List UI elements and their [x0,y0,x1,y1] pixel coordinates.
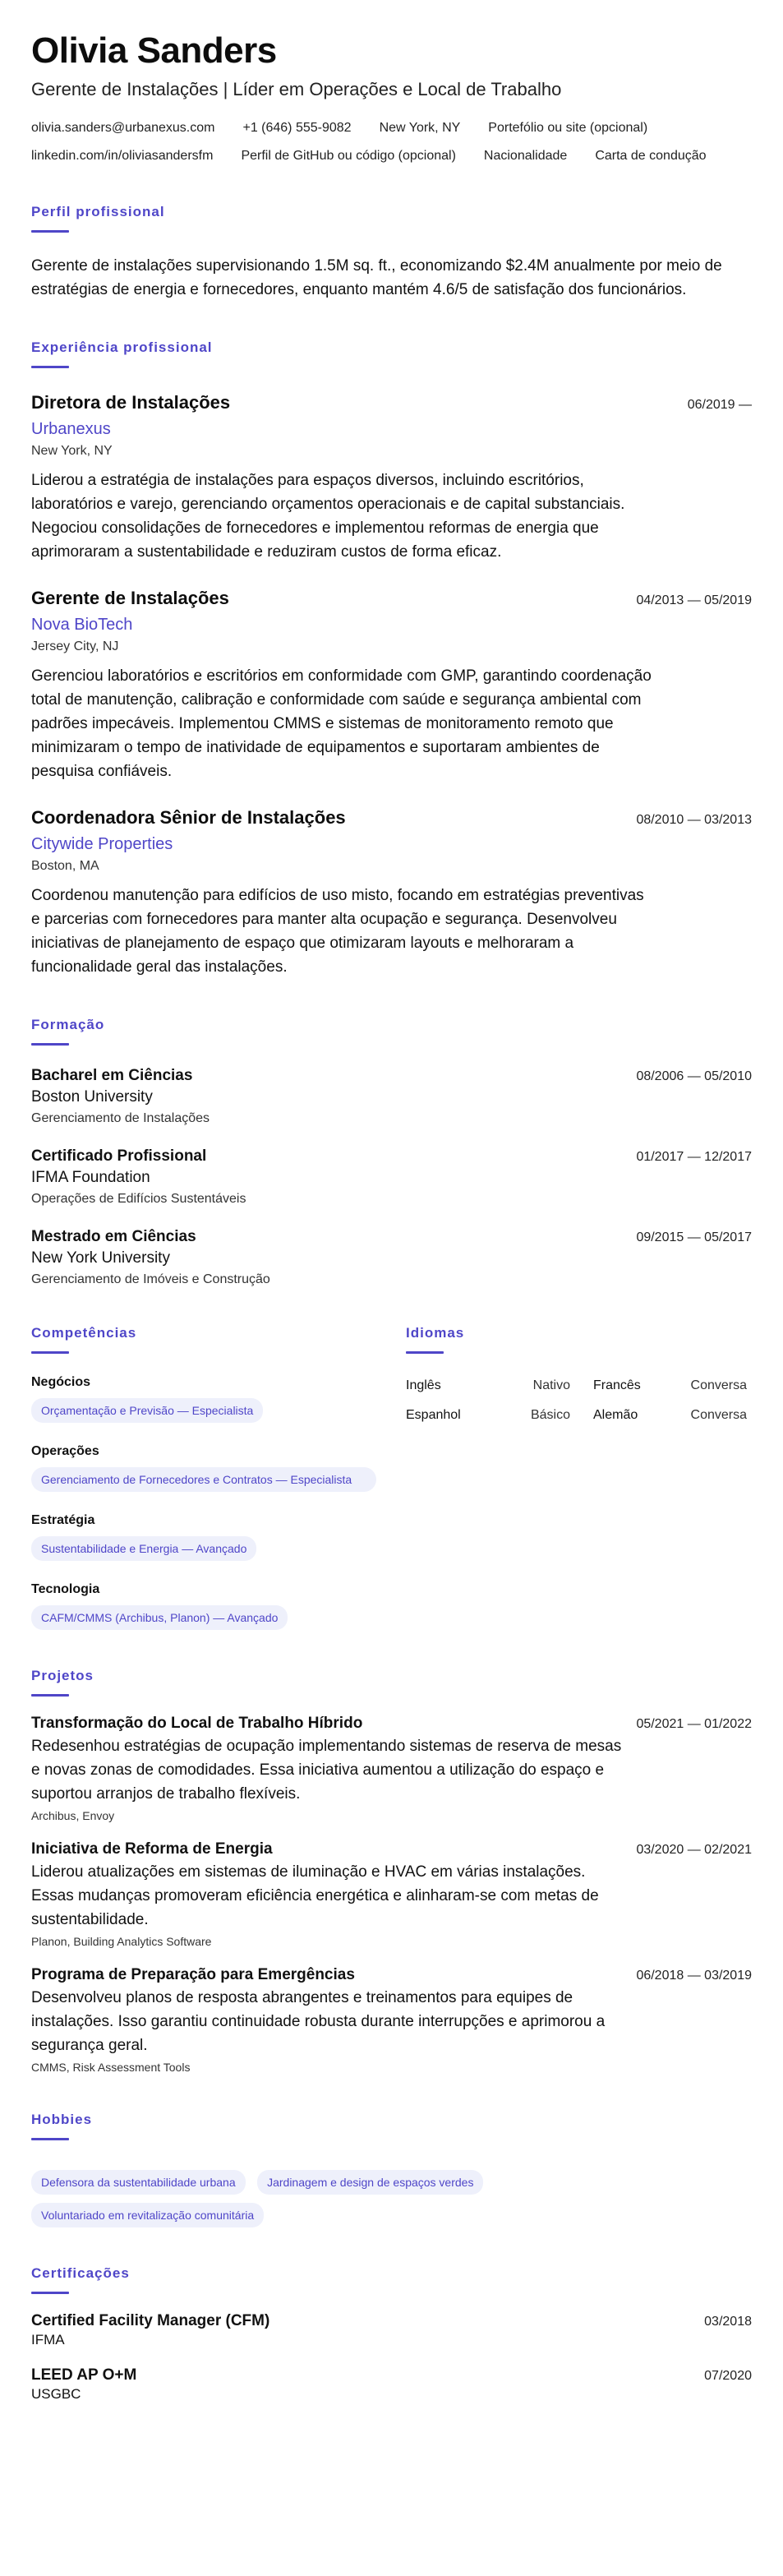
certification-issuer: USGBC [31,2386,81,2402]
education-degree: Mestrado em Ciências [31,1228,196,1245]
hobby-pill: Voluntariado em revitalização comunitária [31,2203,264,2227]
section-title: Projetos [31,1668,94,1683]
education-school: New York University [31,1249,170,1267]
section-title: Competências [31,1325,137,1341]
job-entry [31,391,752,564]
certification-name: Certified Facility Manager (CFM) [31,2312,270,2329]
language-level: Conversa [690,1378,747,1392]
contact-driving-license: Carta de condução [595,149,707,163]
skill-category: Estratégia [31,1513,95,1527]
project-title: Programa de Preparação para Emergências [31,1966,355,1983]
certifications-section [31,2265,752,2403]
hobbies-section [31,2112,752,2227]
languages-list [406,1378,752,1423]
profile-section [31,204,752,302]
section-title: Formação [31,1017,105,1032]
section-title: Experiência profissional [31,339,213,355]
skill-category: Operações [31,1444,99,1458]
language-name: Francês [593,1378,641,1392]
skill-pill: Orçamentação e Previsão — Especialista [31,1398,263,1423]
skill-group [31,1582,376,1630]
job-date: 08/2010 — 03/2013 [636,813,752,827]
hobbies-list [31,2162,606,2227]
project-title: Iniciativa de Reforma de Energia [31,1840,273,1858]
certification-issuer: IFMA [31,2332,65,2347]
section-divider [31,1043,69,1046]
section-divider [31,230,69,233]
section-title: Hobbies [31,2112,93,2127]
project-description: Redesenhou estratégias de ocupação implementando sistemas de reserva de mesas e novas zonas de comodidades. Essa iniciativa aumentou a utilização do espaço e suportou arranjos de trabalho flexíveis. [31,1738,622,1803]
skill-group [31,1513,376,1561]
project-entry [31,1715,752,1822]
project-title: Transformação do Local de Trabalho Híbrido [31,1715,363,1732]
hobby-pill: Defensora da sustentabilidade urbana [31,2170,246,2195]
education-entry [31,1147,752,1207]
job-location: Boston, MA [31,859,99,873]
project-entry [31,1840,752,1948]
education-date: 01/2017 — 12/2017 [636,1150,752,1164]
skill-group [31,1444,376,1492]
skill-group [31,1375,376,1423]
project-description: Liderou atualizações em sistemas de iluminação e HVAC em várias instalações. Essas mudanças promoveram eficiência energética e alinharam-se com metas de sustentabilidade. [31,1863,599,1928]
language-name: Inglês [406,1378,441,1392]
contact-github: Perfil de GitHub ou código (opcional) [241,149,456,163]
section-divider [31,366,69,368]
contact-list [31,118,771,166]
certification-name: LEED AP O+M [31,2366,137,2384]
education-entry [31,1067,752,1126]
candidate-name: Olivia Sanders [31,30,277,71]
candidate-headline: Gerente de Instalações | Líder em Operações e Local de Trabalho [31,79,562,99]
education-field: Gerenciamento de Imóveis e Construção [31,1272,270,1286]
contact-location: New York, NY [379,121,461,135]
section-divider [31,2292,69,2294]
section-divider [31,2138,69,2140]
education-school: IFMA Foundation [31,1169,150,1186]
education-field: Gerenciamento de Instalações [31,1111,210,1125]
project-description: Desenvolveu planos de resposta abrangentes e treinamentos para equipes de instalações. Isso garantiu continuidade robusta durante interrupções e aprimorou a segurança geral. [31,1989,606,2054]
project-tools: Planon, Building Analytics Software [31,1935,212,1948]
hobby-pill: Jardinagem e design de espaços verdes [257,2170,483,2195]
job-title: Diretora de Instalações [31,392,231,413]
education-field: Operações de Edifícios Sustentáveis [31,1192,246,1206]
section-divider [406,1351,444,1354]
skill-pill: Gerenciamento de Fornecedores e Contratos — Especialista [31,1467,376,1492]
job-description: Liderou a estratégia de instalações para espaços diversos, incluindo escritórios, laboratórios e varejo, gerenciando orçamentos operacionais e de capital substanciais. Negociou consolidações de fornecedores e implementou reformas de energia que aprimoraram a sustentabilidade e reduziram custos de forma eficaz. [31,472,625,561]
project-date: 06/2018 — 03/2019 [636,1969,752,1983]
language-name: Espanhol [406,1408,461,1422]
job-entry [31,806,752,979]
project-tools: Archibus, Envoy [31,1809,115,1822]
section-divider [31,1694,69,1697]
contact-nationality: Nacionalidade [483,149,568,163]
skill-pill: CAFM/CMMS (Archibus, Planon) — Avançado [31,1605,288,1630]
language-level: Conversa [690,1408,747,1422]
job-description: Gerenciou laboratórios e escritórios em conformidade com GMP, garantindo coordenação total de manutenção, calibração e conformidade com saúde e segurança ambiental com padrões impecáveis. Implementou CMMS e sistemas de monitoramento remoto que minimizaram o tempo de inatividade de equipamentos e suportaram ambientes de pesquisa confiáveis. [31,667,652,780]
job-company: Urbanexus [31,420,111,438]
contact-linkedin[interactable]: linkedin.com/in/oliviasandersfm [31,149,214,163]
job-location: New York, NY [31,444,113,458]
job-description: Coordenou manutenção para edifícios de uso misto, focando em estratégias preventivas e parcerias com fornecedores para manter alta ocupação e segurança. Desenvolveu iniciativas de planejamento de espaço que otimizaram layouts e melhoraram a funcionalidade geral das instalações. [31,887,644,976]
profile-summary: Gerente de instalações supervisionando 1.5M sq. ft., economizando $2.4M anualmente por meio de estratégias de energia e fornecedores, enquanto mantém 4.6/5 de satisfação dos funcionários. [31,257,722,298]
project-entry [31,1966,752,2074]
languages-section [406,1325,752,1630]
experience-section [31,339,752,979]
education-section [31,1017,752,1287]
language-name: Alemão [593,1408,638,1422]
job-entry [31,587,752,783]
certification-date: 03/2018 [704,2315,752,2329]
skill-pill: Sustentabilidade e Energia — Avançado [31,1536,256,1561]
skill-category: Tecnologia [31,1582,100,1596]
resume-header [31,30,752,166]
language-level: Nativo [532,1378,570,1392]
skills-languages-row [31,1325,752,1630]
job-location: Jersey City, NJ [31,639,119,653]
certification-entry [31,2312,752,2348]
education-date: 08/2006 — 05/2010 [636,1069,752,1083]
education-school: Boston University [31,1088,153,1106]
language-level: Básico [530,1408,570,1422]
certification-entry [31,2366,752,2403]
skills-section [31,1325,376,1630]
section-title: Idiomas [406,1325,465,1341]
job-company: Nova BioTech [31,616,133,634]
contact-portfolio: Portefólio ou site (opcional) [488,121,648,135]
job-title: Coordenadora Sênior de Instalações [31,807,346,828]
education-entry [31,1228,752,1287]
certification-date: 07/2020 [704,2369,752,2383]
education-date: 09/2015 — 05/2017 [636,1230,752,1244]
job-date: 04/2013 — 05/2019 [636,593,752,607]
education-degree: Bacharel em Ciências [31,1067,193,1084]
skill-category: Negócios [31,1375,91,1389]
job-date: 06/2019 — [687,398,752,412]
section-divider [31,1351,69,1354]
job-title: Gerente de Instalações [31,588,229,608]
project-date: 05/2021 — 01/2022 [636,1717,752,1731]
projects-section [31,1668,752,2074]
contact-email[interactable]: olivia.sanders@urbanexus.com [31,121,215,135]
project-date: 03/2020 — 02/2021 [636,1843,752,1857]
project-tools: CMMS, Risk Assessment Tools [31,2061,191,2074]
section-title: Perfil profissional [31,204,165,219]
job-company: Citywide Properties [31,835,173,853]
education-degree: Certificado Profissional [31,1147,207,1165]
contact-phone: +1 (646) 555-9082 [242,121,352,135]
section-title: Certificações [31,2265,130,2281]
